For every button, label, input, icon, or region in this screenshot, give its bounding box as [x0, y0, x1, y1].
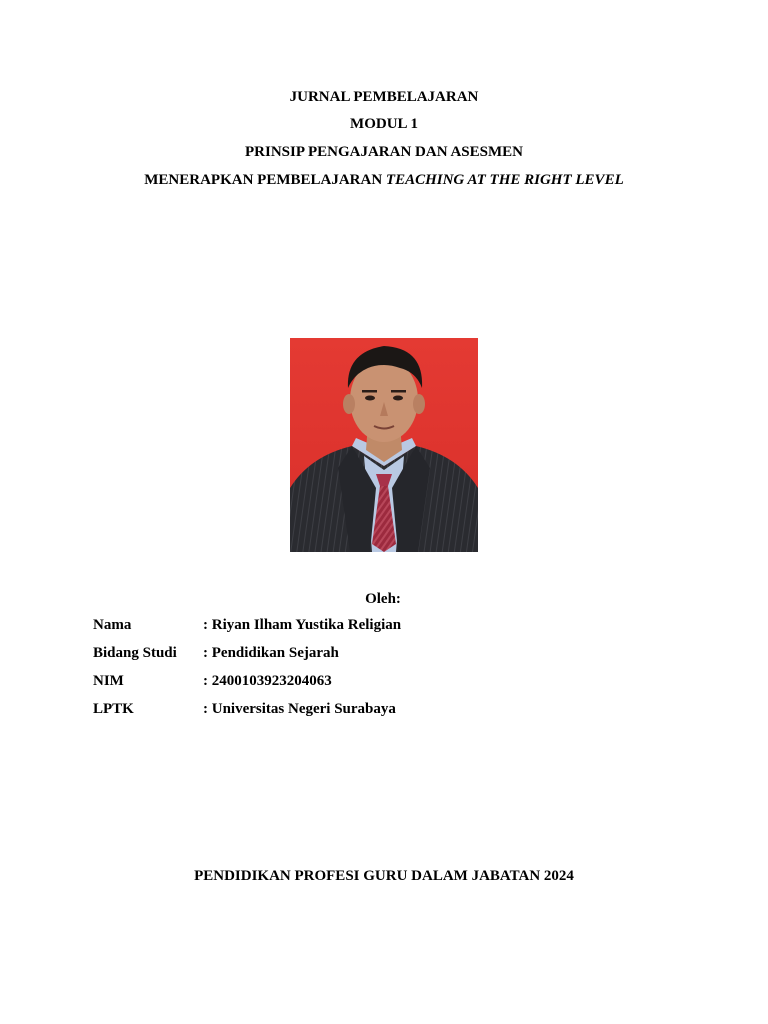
author-heading: Oleh:	[365, 591, 401, 607]
info-label: LPTK	[93, 701, 134, 717]
program-footer: PENDIDIKAN PROFESI GURU DALAM JABATAN 2024	[194, 868, 574, 884]
module-title: PRINSIP PENGAJARAN DAN ASESMEN	[245, 144, 523, 160]
info-row-nama	[93, 616, 401, 644]
info-value: : Universitas Negeri Surabaya	[203, 701, 396, 717]
info-row-nim	[93, 672, 401, 700]
module-subtitle	[0, 171, 768, 189]
author-info	[93, 616, 401, 728]
info-row-bidang-studi	[93, 644, 401, 672]
info-value: : 2400103923204063	[203, 673, 332, 689]
module-number: MODUL 1	[350, 116, 418, 132]
info-label: Bidang Studi	[93, 645, 177, 661]
subtitle-prefix: MENERAPKAN PEMBELAJARAN	[144, 172, 386, 188]
info-label: Nama	[93, 617, 132, 633]
info-row-lptk	[93, 700, 401, 728]
info-value: : Riyan Ilham Yustika Religian	[203, 617, 402, 633]
portrait-photo	[290, 338, 478, 552]
journal-title: JURNAL PEMBELAJARAN	[289, 89, 479, 105]
subtitle-italic: TEACHING AT THE RIGHT LEVEL	[385, 172, 624, 188]
info-value: : Pendidikan Sejarah	[203, 645, 339, 661]
info-label: NIM	[93, 673, 124, 689]
